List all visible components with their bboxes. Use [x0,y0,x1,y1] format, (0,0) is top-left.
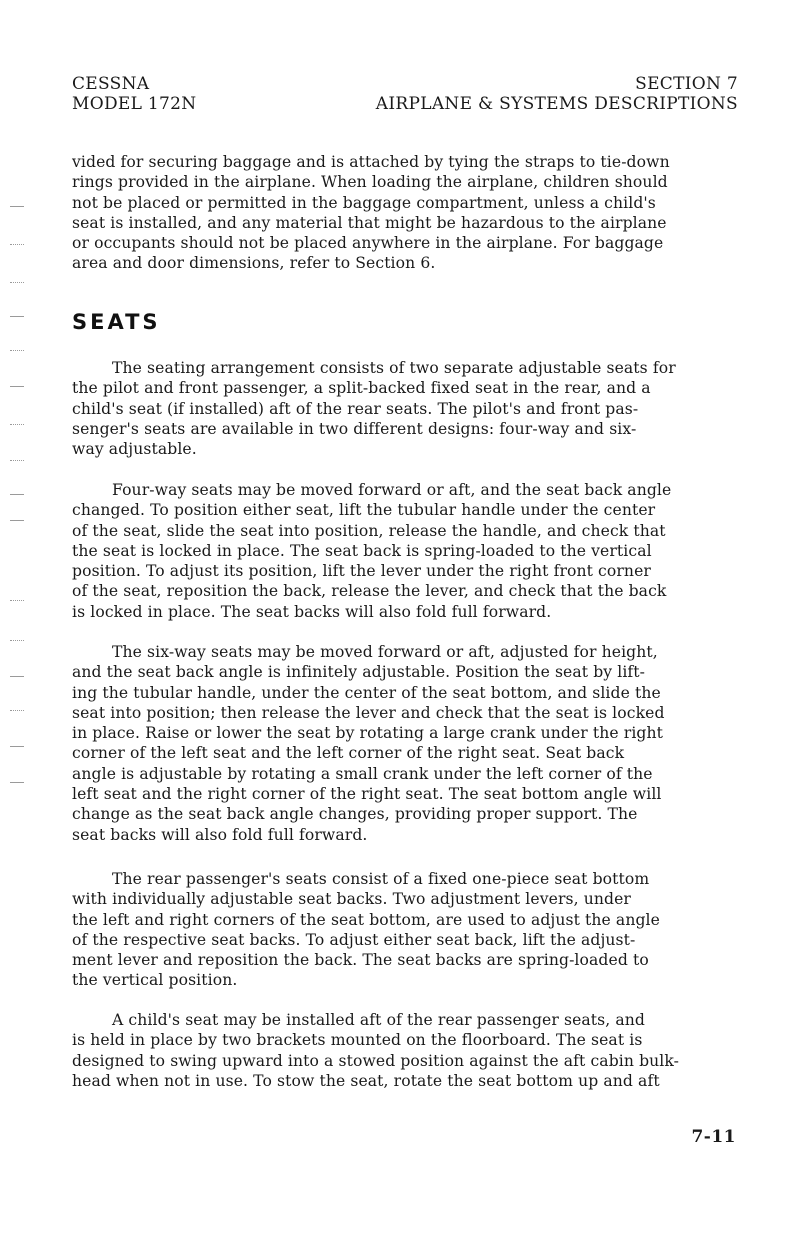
margin-scan-mark [10,640,24,642]
paragraph-line: position. To adjust its position, lift the lever under the right front corner [72,562,651,581]
paragraph-line: head when not in use. To stow the seat, rotate the seat bottom up and aft [72,1071,660,1090]
paragraph-seating-arrangement [72,358,748,459]
paragraph-line: The seating arrangement consists of two separate adjustable seats for [112,359,676,377]
paragraph-line: seat is installed, and any material that might be hazardous to the airplane [72,213,667,232]
paragraph-line: corner of the left seat and the left corner of the right seat. Seat back [72,744,625,763]
paragraph-line: in place. Raise or lower the seat by rotating a large crank under the right [72,724,664,743]
margin-scan-mark [10,244,24,246]
paragraph-line: The rear passenger's seats consist of a fixed one-piece seat bottom [112,870,650,888]
manufacturer-label: CESSNA [72,74,150,94]
paragraph-line: senger's seats are available in two different designs: four-way and six- [72,419,637,438]
paragraph-line: with individually adjustable seat backs. Two adjustment levers, under [72,890,631,909]
section-heading-seats: SEATS [72,310,161,334]
paragraph-line: ment lever and reposition the back. The seat backs are spring-loaded to [72,951,649,970]
paragraph-line: designed to swing upward into a stowed position against the aft cabin bulk- [72,1051,680,1070]
paragraph-line: angle is adjustable by rotating a small crank under the left corner of the [72,764,653,783]
header-row-1 [72,74,738,94]
paragraph-line: rings provided in the airplane. When loading the airplane, children should [72,173,668,192]
paragraph-line: of the seat, reposition the back, release the lever, and check that the back [72,582,667,601]
paragraph-line: or occupants should not be placed anywhere in the airplane. For baggage [72,234,664,253]
paragraph-line: seat backs will also fold full forward. [72,825,368,844]
paragraph-line: way adjustable. [72,440,197,459]
paragraph-line: the pilot and front passenger, a split-backed fixed seat in the rear, and a [72,379,651,398]
paragraph-line: change as the seat back angle changes, providing proper support. The [72,805,638,824]
header-row-2 [72,94,738,114]
margin-scan-mark [10,350,24,352]
intro-paragraph [72,152,748,274]
section-label: SECTION 7 [635,74,738,94]
margin-scan-mark [10,206,24,207]
model-label: MODEL 172N [72,94,197,114]
paragraph-line: Four-way seats may be moved forward or aft, and the seat back angle [112,481,672,499]
paragraph-line: is locked in place. The seat backs will also fold full forward. [72,602,552,621]
paragraph-line: A child's seat may be installed aft of the rear passenger seats, and [112,1011,646,1029]
paragraph-line: not be placed or permitted in the baggage compartment, unless a child's [72,193,656,212]
paragraph-line: changed. To position either seat, lift the tubular handle under the center [72,501,656,520]
paragraph-line: of the respective seat backs. To adjust either seat back, lift the adjust- [72,930,636,949]
paragraph-line: the left and right corners of the seat bottom, are used to adjust the angle [72,910,660,929]
paragraph-line: left seat and the right corner of the right seat. The seat bottom angle will [72,785,662,804]
paragraph-line: of the seat, slide the seat into position, release the handle, and check that [72,521,666,540]
paragraph-rear-seats [72,869,748,991]
paragraph-line: The six-way seats may be moved forward or aft, adjusted for height, [112,643,658,661]
margin-scan-mark [10,386,24,387]
margin-scan-mark [10,600,24,602]
paragraph-line: seat into position; then release the lever and check that the seat is locked [72,703,665,722]
paragraph-line: and the seat back angle is infinitely adjustable. Position the seat by lift- [72,663,646,682]
margin-scan-mark [10,676,24,677]
margin-scan-mark [10,520,24,521]
paragraph-line: is held in place by two brackets mounted on the floorboard. The seat is [72,1031,643,1050]
paragraph-childs-seat [72,1010,748,1091]
section-title-label: AIRPLANE & SYSTEMS DESCRIPTIONS [375,94,738,114]
margin-scan-mark [10,424,24,426]
paragraph-six-way-seats [72,642,748,845]
paragraph-line: the seat is locked in place. The seat back is spring-loaded to the vertical [72,541,652,560]
page-header [72,74,738,114]
paragraph-line: the vertical position. [72,971,238,990]
paragraph-line: vided for securing baggage and is attached by tying the straps to tie-down [72,153,670,171]
margin-scan-mark [10,460,24,462]
page-number: 7-11 [691,1127,736,1147]
paragraph-four-way-seats [72,480,748,622]
margin-scan-mark [10,746,24,747]
margin-scan-mark [10,494,24,495]
margin-scan-mark [10,316,24,317]
paragraph-line: ing the tubular handle, under the center of the seat bottom, and slide the [72,683,661,702]
paragraph-line: child's seat (if installed) aft of the rear seats. The pilot's and front pas- [72,399,639,418]
margin-scan-mark [10,710,24,712]
margin-scan-mark [10,282,24,284]
margin-scan-mark [10,782,24,783]
paragraph-line: area and door dimensions, refer to Section 6. [72,254,436,273]
